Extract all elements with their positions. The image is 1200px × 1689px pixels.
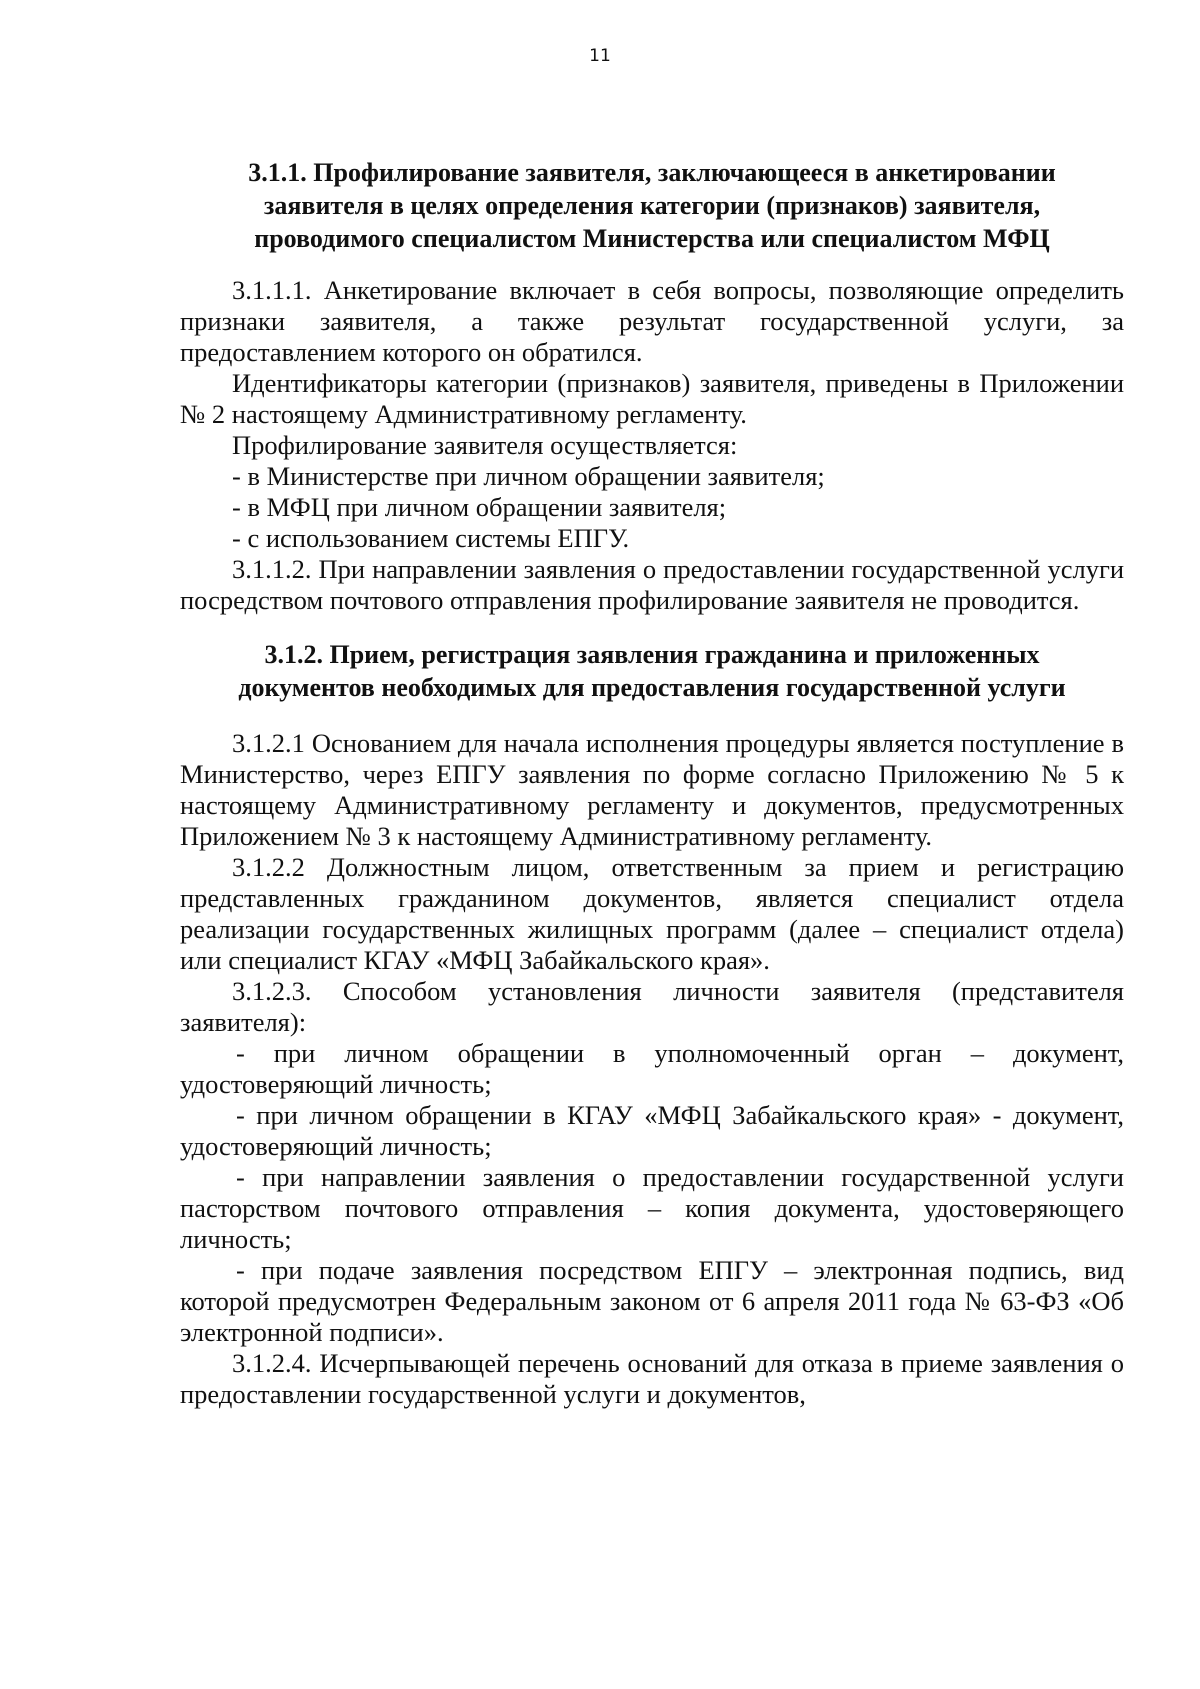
list-item: - при направлении заявления о предоставлении государственной услуги пасторством почтового отправления – копия документа, удостоверяющего личность; [180,1162,1124,1254]
heading-line: документов необходимых для предоставления государственной услуги [238,673,1066,702]
section-heading-3-1-1 [180,156,1124,255]
list-item: - при подаче заявления посредством ЕПГУ – электронная подпись, вид которой предусмотрен Федеральным законом от 6 апреля 2011 года № 63-ФЗ «Об электронной подписи». [180,1255,1124,1347]
paragraph-3-1-2-1: 3.1.2.1 Основанием для начала исполнения процедуры является поступление в Министерство, через ЕПГУ заявления по форме согласно Приложению № 5 к настоящему Административному регламенту и документов, предусмотренных Приложением № 3 к настоящему Административному регламенту. [180,728,1124,851]
heading-line: 3.1.2. Прием, регистрация заявления гражданина и приложенных [264,640,1040,669]
document-body [180,156,1124,1410]
paragraph-3-1-1-1: 3.1.1.1. Анкетирование включает в себя вопросы, позволяющие определить признаки заявителя, а также результат государственной услуги, за предоставлением которого он обратился. [180,275,1124,367]
heading-line: заявителя в целях определения категории (признаков) заявителя, [263,191,1041,220]
list-item: - при личном обращении в КГАУ «МФЦ Забайкальского края» - документ, удостоверяющий личность; [180,1100,1124,1161]
list-item: - в МФЦ при личном обращении заявителя; [232,492,727,522]
list-item: - при личном обращении в уполномоченный орган – документ, удостоверяющий личность; [180,1038,1124,1099]
paragraph-3-1-2-3: 3.1.2.3. Способом установления личности заявителя (представителя заявителя): [180,976,1124,1037]
paragraph-profiling-intro: Профилирование заявителя осуществляется: [232,430,738,460]
paragraph-identifiers: Идентификаторы категории (признаков) заявителя, приведены в Приложении № 2 настоящему Административному регламенту. [180,368,1124,429]
page-number: 11 [589,46,611,66]
list-item: - в Министерстве при личном обращении заявителя; [232,461,825,491]
paragraph-3-1-1-2: 3.1.1.2. При направлении заявления о предоставлении государственной услуги посредством почтового отправления профилирование заявителя не проводится. [180,554,1124,615]
heading-line: 3.1.1. Профилирование заявителя, заключающееся в анкетировании [248,158,1056,187]
heading-line: проводимого специалистом Министерства или специалистом МФЦ [254,224,1050,253]
section-heading-3-1-2 [180,638,1124,704]
paragraph-3-1-2-2: 3.1.2.2 Должностным лицом, ответственным за прием и регистрацию представленных гражданином документов, является специалист отдела реализации государственных жилищных программ (далее – специалист отдела) или специалист КГАУ «МФЦ Забайкальского края». [180,852,1124,975]
paragraph-3-1-2-4: 3.1.2.4. Исчерпывающей перечень оснований для отказа в приеме заявления о предоставлении государственной услуги и документов, [180,1348,1124,1409]
list-item: - с использованием системы ЕПГУ. [232,523,630,553]
